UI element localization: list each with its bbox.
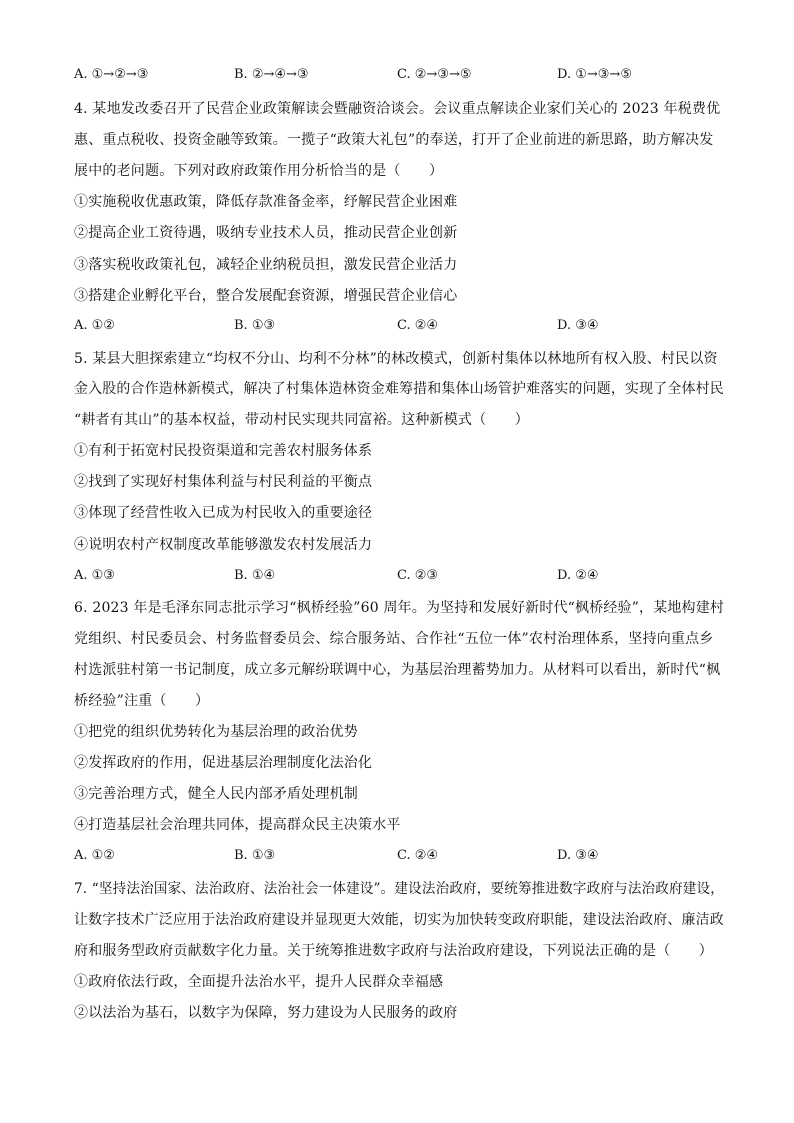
q5-choice-b: B. ①④ — [234, 568, 276, 583]
q5-stem-line: 5. 某县大胆探索建立“均权不分山、均利不分林”的林改模式，创新村集体以林地所有权入股、村民以资 — [74, 351, 718, 367]
q6-item: ④打造基层社会治理共同体，提高群众民主决策水平 — [74, 817, 401, 833]
q5-item: ④说明农村产权制度改革能够激发农村发展活力 — [74, 537, 373, 553]
q7-stem-line: 府和服务型政府贡献数字化力量。关于统筹推进数字政府与法治政府建设，下列说法正确的是（ ） — [74, 943, 713, 959]
q3-choice-d: D. ①→③→⑤ — [557, 67, 632, 82]
q6-stem-line: 党组织、村民委员会、村务监督委员会、综合服务站、合作社“五位一体”农村治理体系，坚持向重点乡 — [74, 631, 714, 647]
q5-item: ①有利于拓宽村民投资渠道和完善农村服务体系 — [74, 443, 373, 459]
q5-choice-a: A. ①③ — [74, 568, 115, 583]
q6-stem-line: 6. 2023 年是毛泽东同志批示学习“枫桥经验”60 周年。为坚持和发展好新时代“枫桥经验”，某地构建村 — [74, 600, 725, 616]
q3-choice-b: B. ②→④→③ — [234, 67, 309, 82]
q4-choice-d: D. ③④ — [557, 318, 599, 333]
q7-stem-line: 让数字技术广泛应用于法治政府建设并显现更大效能，切实为加快转变政府职能，建设法治政府、廉洁政 — [74, 912, 724, 928]
q4-stem-line: 4. 某地发改委召开了民营企业政策解读会暨融资洽谈会。会议重点解读企业家们关心的 2023 年税费优 — [74, 101, 721, 117]
q4-choice-b: B. ①③ — [234, 318, 276, 333]
q5-item: ③体现了经营性收入已成为村民收入的重要途径 — [74, 505, 373, 521]
q4-item: ①实施税收优惠政策，降低存款准备金率，纾解民营企业困难 — [74, 194, 458, 210]
q5-stem-line: “耕者有其山”的基本权益，带动村民实现共同富裕。这种新模式（ ） — [74, 412, 529, 428]
q6-choice-a: A. ①② — [74, 848, 115, 863]
q6-choice-b: B. ①③ — [234, 848, 276, 863]
q6-choice-d: D. ③④ — [557, 848, 599, 863]
q3-choice-c: C. ②→③→⑤ — [397, 67, 472, 82]
q4-stem-line: 惠、重点税收、投资金融等致策。一揽子“政策大礼包”的奉送，打开了企业前进的新思路，助方解决发 — [74, 132, 714, 148]
q7-stem-line: 7. “坚持法治国家、法治政府、法治社会一体建设”。建设法治政府，要统筹推进数字政府与法治政府建设， — [74, 881, 724, 897]
q7-item: ①政府依法行政，全面提升法治水平，提升人民群众幸福感 — [74, 974, 444, 990]
q6-item: ②发挥政府的作用，促进基层治理制度化法治化 — [74, 755, 373, 771]
q5-choice-d: D. ②④ — [557, 568, 599, 583]
q6-item: ③完善治理方式，健全人民内部矛盾处理机制 — [74, 786, 358, 802]
q4-item: ③搭建企业孵化平台，整合发展配套资源，增强民营企业信心 — [74, 288, 458, 304]
q4-choice-a: A. ①② — [74, 318, 115, 333]
q4-item: ③落实税收政策礼包，减轻企业纳税员担，激发民营企业活力 — [74, 257, 458, 273]
q4-stem-line: 展中的老问题。下列对政府政策作用分析恰当的是（ ） — [74, 163, 444, 179]
q6-stem-line: 桥经验”注重（ ） — [74, 693, 210, 709]
q7-item: ②以法治为基石，以数字为保障，努力建设为人民服务的政府 — [74, 1005, 458, 1021]
q5-stem-line: 金入股的合作造林新模式，解决了村集体造林资金难筹措和集体山场管护难落实的问题，实现了全体村民 — [74, 381, 724, 397]
q3-choice-a: A. ①→②→③ — [74, 67, 149, 82]
q6-stem-line: 村选派驻村第一书记制度，成立多元解纷联调中心，为基层治理蓄势加力。从材料可以看出，新时代“枫 — [74, 662, 721, 678]
q5-item: ②找到了实现好村集体利益与村民利益的平衡点 — [74, 474, 373, 490]
q4-item: ②提高企业工资待遇，吸纳专业技术人员，推动民营企业创新 — [74, 225, 458, 241]
q5-choice-c: C. ②③ — [397, 568, 439, 583]
q6-choice-c: C. ②④ — [397, 848, 439, 863]
q6-item: ①把党的组织优势转化为基层治理的政治优势 — [74, 724, 358, 740]
q4-choice-c: C. ②④ — [397, 318, 439, 333]
